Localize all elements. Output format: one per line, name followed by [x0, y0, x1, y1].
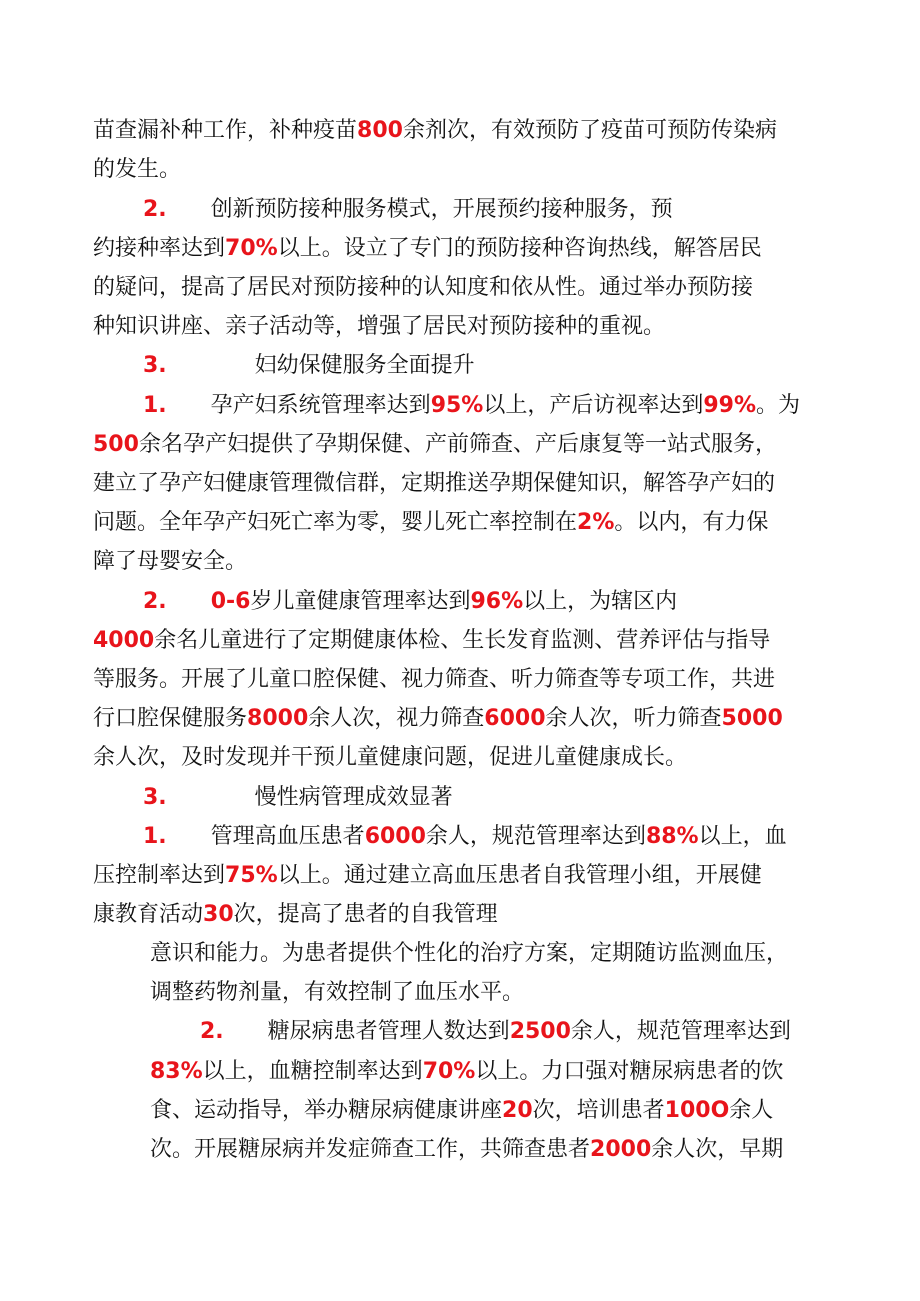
numeric-highlight: 2500: [509, 1019, 571, 1044]
text-line: 问题。全年孕产妇死亡率为零，婴儿死亡率控制在2%。以内，有力保: [93, 508, 768, 538]
text-line: 意识和能力。为患者提供个性化的治疗方案，定期随访监测血压，: [150, 941, 789, 966]
numeric-highlight: 5000: [721, 706, 783, 731]
numbered-item: 2. 0-6岁儿童健康管理率达到96%以上，为辖区内: [143, 587, 677, 617]
numeric-highlight: 70%: [422, 1059, 476, 1084]
numeric-highlight: 30: [203, 902, 234, 927]
numeric-highlight: 1.: [143, 393, 167, 418]
text-line: 苗查漏补种工作，补种疫苗800余剂次，有效预防了疫苗可预防传染病: [93, 116, 777, 146]
text-line: 83%以上，血糖控制率达到70%以上。力口强对糖尿病患者的饮: [150, 1057, 783, 1087]
text-line: 建立了孕产妇健康管理微信群，定期推送孕期保健知识，解答孕产妇的: [93, 471, 776, 496]
numeric-highlight: 2.: [143, 197, 167, 222]
text-line: 的疑问，提高了居民对预防接种的认知度和依从性。通过举办预防接: [93, 275, 754, 300]
numbered-item: 2. 糖尿病患者管理人数达到2500余人，规范管理率达到: [200, 1017, 791, 1047]
text-line: 行口腔保健服务8000余人次，视力筛查6000余人次，听力筛查5000: [93, 704, 783, 734]
text-line: 4000余名儿童进行了定期健康体检、生长发育监测、营养评估与指导: [93, 626, 770, 656]
text-line: 康教育活动30次，提高了患者的自我管理: [93, 900, 498, 930]
numeric-highlight: 1.: [143, 824, 167, 849]
text-line: 500余名孕产妇提供了孕期保健、产前筛查、产后康复等一站式服务，: [93, 430, 777, 460]
numeric-highlight: 20: [502, 1098, 533, 1123]
numeric-highlight: 2.: [143, 589, 167, 614]
text-line: 的发生。: [93, 157, 182, 182]
text-line: 调整药物剂量，有效控制了血压水平。: [150, 980, 525, 1005]
numeric-highlight: 96%: [470, 589, 524, 614]
numeric-highlight: 500: [93, 432, 139, 457]
numbered-item: 2. 创新预防接种服务模式，开展预约接种服务，预: [143, 195, 673, 225]
numeric-highlight: 8000: [247, 706, 309, 731]
numeric-highlight: 70%: [225, 236, 278, 261]
numeric-highlight: 3.: [143, 353, 167, 378]
text-line: 余人次，及时发现并干预儿童健康问题，促进儿童健康成长。: [93, 745, 688, 770]
numeric-highlight: 0-6: [210, 589, 251, 614]
section-heading: 3. 妇幼保健服务全面提升: [143, 351, 475, 381]
numeric-highlight: 800: [357, 118, 403, 143]
numbered-item: 1. 管理高血压患者6000余人，规范管理率达到88%以上，血: [143, 822, 787, 852]
numbered-item: 1. 孕产妇系统管理率达到95%以上，产后访视率达到99%。为: [143, 391, 800, 421]
text-line: 障了母婴安全。: [93, 549, 248, 574]
numeric-highlight: 83%: [150, 1059, 203, 1084]
section-heading: 3. 慢性病管理成效显著: [143, 783, 453, 813]
numeric-highlight: 4000: [93, 628, 155, 653]
text-line: 种知识讲座、亲子活动等，增强了居民对预防接种的重视。: [93, 314, 666, 339]
text-line: 约接种率达到70%以上。设立了专门的预防接种咨询热线，解答居民: [93, 234, 762, 264]
text-line: 食、运动指导，举办糖尿病健康讲座20次，培训患者100O余人: [150, 1096, 773, 1126]
numeric-highlight: 6000: [364, 824, 426, 849]
text-line: 次。开展糖尿病并发症筛查工作，共筛查患者2000余人次，早期: [150, 1135, 783, 1165]
numeric-highlight: 3.: [143, 785, 167, 810]
numeric-highlight: 6000: [484, 706, 546, 731]
text-line: 压控制率达到75%以上。通过建立高血压患者自我管理小组，开展健: [93, 861, 762, 891]
numeric-highlight: 88%: [645, 824, 699, 849]
numeric-highlight: 95%: [430, 393, 484, 418]
numeric-highlight: 99%: [703, 393, 757, 418]
numeric-highlight: 2000: [590, 1137, 652, 1162]
numeric-highlight: 2.: [200, 1019, 224, 1044]
text-line: 等服务。开展了儿童口腔保健、视力筛查、听力筛查等专项工作，共进: [93, 667, 776, 692]
numeric-highlight: 75%: [225, 863, 278, 888]
numeric-highlight: 100O: [664, 1098, 730, 1123]
numeric-highlight: 2%: [577, 510, 615, 535]
